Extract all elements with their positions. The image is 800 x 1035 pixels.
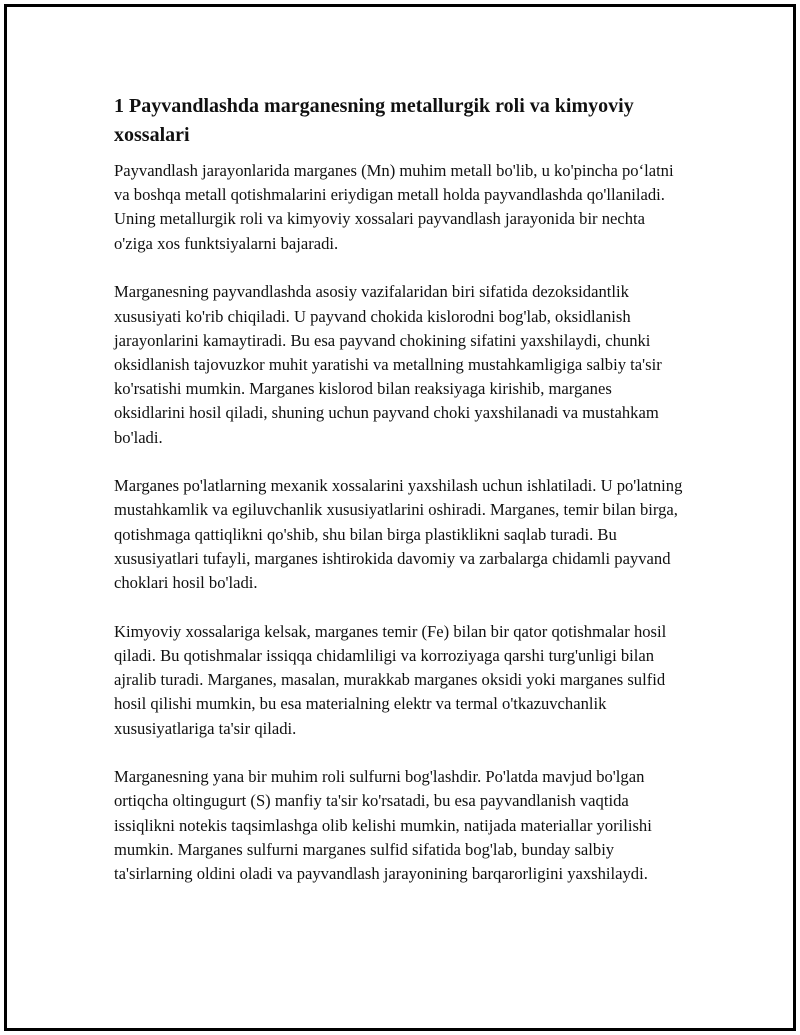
paragraph-2: Marganesning payvandlashda asosiy vazifalaridan biri sifatida dezoksidantlik xususiyati ko'rib chiqiladi. U payvand chokida kislorodni bog'lab, oksidlanish jarayonlarini kamaytiradi. Bu esa payvand chokining sifatini yaxshilaydi, chunki oksidlanish tajovuzkor muhit yaratishi va metallning mustahkamligiga salbiy ta'sir ko'rsatishi mumkin. Marganes kislorod bilan reaksiyaga kirishib, marganes oksidlarini hosil qiladi, shuning uchun payvand choki yaxshilanadi va mustahkam bo'ladi. (114, 282, 662, 447)
paragraph-4: Kimyoviy xossalariga kelsak, marganes temir (Fe) bilan bir qator qotishmalar hosil qiladi. Bu qotishmalar issiqqa chidamliligi va korroziyaga qarshi turg'unligi bilan ajralib turadi. Marganes, masalan, murakkab marganes oksidi yoki marganes sulfid hosil qilishi mumkin, bu esa materialning elektr va termal o'tkazuvchanlik xususiyatlariga ta'sir qiladi. (114, 621, 667, 738)
section-heading: 1 Payvandlashda marganesning metallurgik roli va kimyoviy xossalari (114, 95, 634, 146)
paragraph-3: Marganes po'latlarning mexanik xossalarini yaxshilash uchun ishlatiladi. U po'latning mustahkamlik va egiluvchanlik xususiyatlarini oshiradi. Marganes, temir bilan birga, qotishmaga qattiqlikni qo'shib, shu bilan birga plastiklikni saqlab turadi. Bu xususiyatlari tufayli, marganes ishtirokida davomiy va zarbalarga chidamli payvand choklari hosil bo'ladi. (114, 476, 683, 593)
paragraph-5: Marganesning yana bir muhim roli sulfurni bog'lashdir. Po'latda mavjud bo'lgan ortiqcha oltingugurt (S) manfiy ta'sir ko'rsatadi, bu esa payvandlanish vaqtida issiqlikni notekis taqsimlashga olib kelishi mumkin, natijada materiallar yorilishi mumkin. Marganes sulfurni marganes sulfid sifatida bog'lab, bunday salbiy ta'sirlarning oldini oladi va payvandlash jarayonining barqarorligini yaxshilaydi. (114, 767, 652, 884)
paragraph-1: Payvandlash jarayonlarida marganes (Mn) muhim metall bo'lib, u ko'pincha po‘latni va boshqa metall qotishmalarini eriydigan metall holda payvandlashda qo'llaniladi. Uning metallurgik roli va kimyoviy xossalari payvandlash jarayonida bir nechta o'ziga xos funktsiyalarni bajaradi. (114, 161, 674, 253)
document-body (114, 92, 684, 911)
